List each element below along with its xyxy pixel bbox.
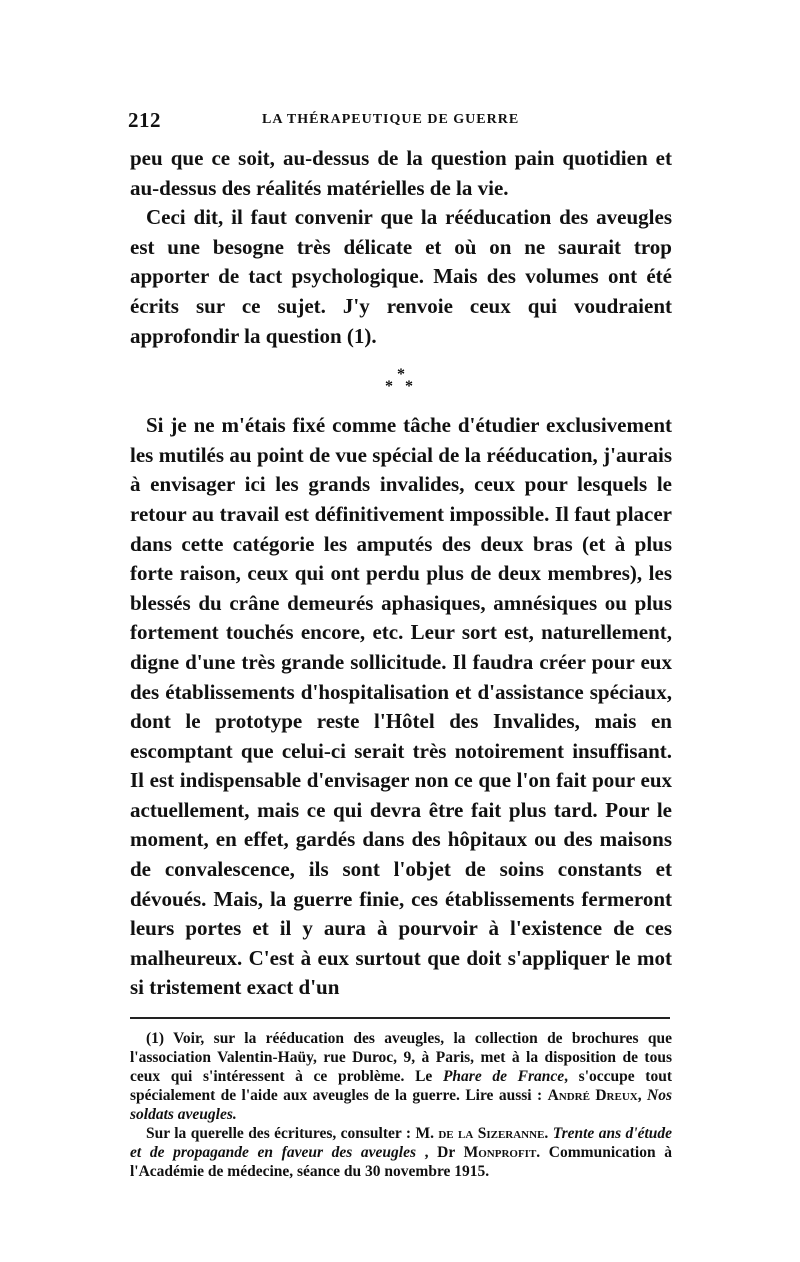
footnote-divider: [130, 1017, 670, 1019]
paragraph-1: peu que ce soit, au-dessus de la question pain quotidien et au-dessus des réalités matérielles de la vie.: [130, 146, 672, 200]
footnote-1-italic-title-2: Nos soldats aveugles.: [130, 1087, 672, 1124]
paragraph-3: Si je ne m'étais fixé comme tâche d'étudier exclusivement les mutilés au point de vue spécial de la rééducation, j'aurais à envisager ici les grands invalides, ceux pour lesquels le retour au travail est définitivement impossible. Il faut placer dans cette catégorie les amputés des deux bras (et à plus forte raison, ceux qui ont perdu plus de deux membres), les blessés du crâne demeurés aphasiques, amnésiques ou plus fortement touchés encore, etc. Leur sort est, naturellement, digne d'une très grande sollicitude. Il faudra créer pour eux des établissements d'hospitalisation et d'assistance spéciaux, dont le prototype reste l'Hôtel des Invalides, mais en escomptant que celui-ci serait très notoirement insuffisant. Il est indispensable d'envisager non ce que l'on fait pour eux actuellement, mais ce qui devra être fait plus tard. Pour le moment, en effet, gardés dans des hôpitaux ou des maisons de convalescence, ils sont l'objet de soins constants et dévoués. Mais, la guerre finie, ces établissements fermeront leurs portes et il y aura à pourvoir à l'existence de ces malheureux. C'est à eux surtout que doit s'appliquer le mot si tristement exact d'un: [130, 413, 672, 1000]
footnote-1-author: André Dreux: [547, 1087, 638, 1105]
footnote-2-text-d: . Communication à l'Académie de médecine, séance du 30 novembre 1915.: [130, 1144, 672, 1181]
paragraph-2: Ceci dit, il faut convenir que la rééducation des aveugles est une besogne très délicate et où on ne saurait trop apporter de tact psychologique. Mais des volumes ont été écrits sur ce sujet. J'y renvoie ceux qui voudraient approfondir la question (1).: [130, 205, 672, 348]
footnote-1-text-c: ,: [637, 1087, 648, 1105]
footnote-1-italic-title-1: Phare de France: [442, 1068, 565, 1086]
page-number: 212: [128, 108, 161, 132]
footnote-2-text-a: Sur la querelle des écritures, consulter : M.: [146, 1125, 439, 1143]
footnote-2-author-2: Monprofit: [463, 1144, 537, 1162]
running-head: [130, 108, 672, 134]
footnote-1-text-a: (1) Voir, sur la rééducation des aveugles, la collection de brochures que l'association Valentin-Haüy, rue Duroc, 9, à Paris, met à la disposition de tous ceux qui s'intéressent à ce problème. Le: [130, 1030, 672, 1086]
footnote-1-text-b: , s'occupe tout spécialement de l'aide aux aveugles de la guerre. Lire aussi :: [130, 1068, 673, 1105]
footnote-1: [130, 1029, 672, 1124]
running-title: LA THÉRAPEUTIQUE DE GUERRE: [262, 112, 520, 127]
footnote-2-text-c: , Dr: [416, 1144, 464, 1162]
footnote-2-italic-title: Trente ans d'étude et de propagande en faveur des aveugles: [130, 1125, 673, 1162]
footnote-2: [130, 1124, 672, 1181]
footnote-2-text-b: .: [544, 1125, 553, 1143]
asterism-ornament: [130, 366, 672, 396]
asterism-bottom: * *: [385, 378, 417, 396]
asterism-top: *: [397, 366, 405, 384]
footnotes: [130, 1029, 672, 1181]
body-text: [130, 144, 672, 1003]
footnote-2-author-1: de la Sizeranne: [438, 1125, 545, 1143]
book-page: [130, 108, 672, 1181]
